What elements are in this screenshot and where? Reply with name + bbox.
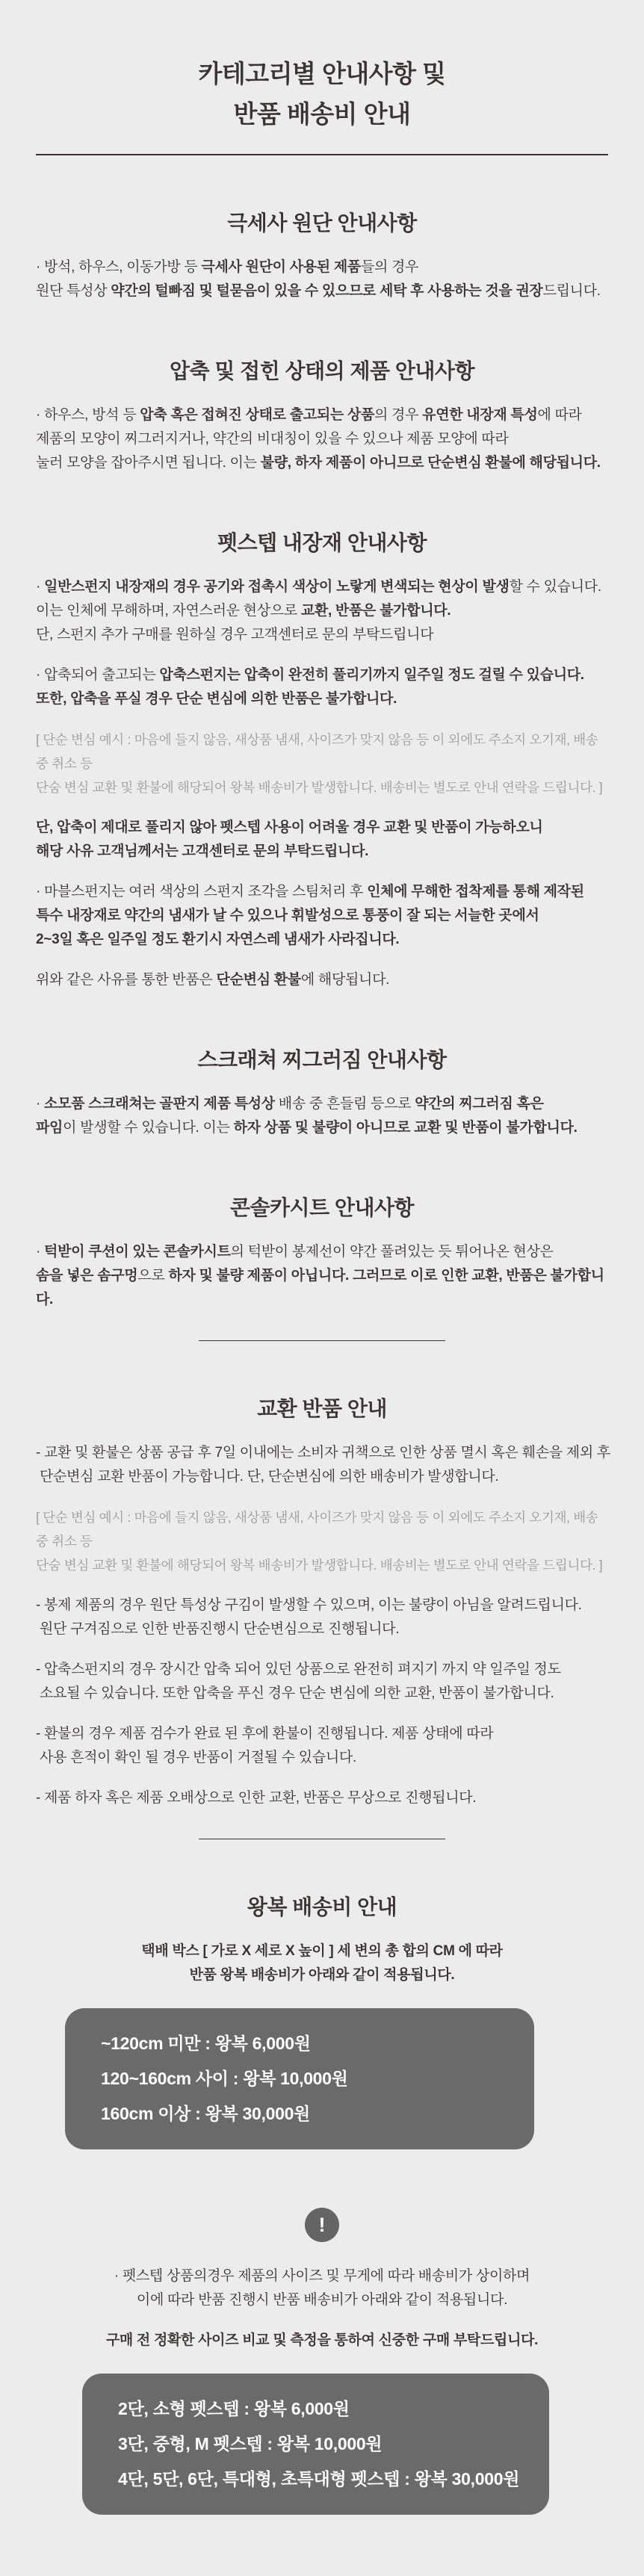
text-line xyxy=(36,279,611,303)
text-line xyxy=(36,1746,611,1770)
text-line xyxy=(36,1505,611,1553)
text-run: [ 단순 변심 예시 : 마음에 들지 않음, 새상품 냄새, 사이즈가 맞지 않음 등 이 외에도 주소지 오기재, 배송 중 취소 등 xyxy=(36,732,598,771)
text-run: 의 턱받이 봉제선이 약간 풀려있는 듯 튀어나온 현상은 xyxy=(230,1244,554,1260)
text-run: 일반스펀지 내장재의 경우 공기와 접촉시 색상이 노랗게 변색되는 현상이 발생 xyxy=(44,579,510,595)
section-divider xyxy=(199,1340,445,1341)
notice-paragraph xyxy=(36,1594,611,1641)
text-run: 이에 따라 반품 진행시 반품 배송비가 아래와 같이 적용됩니다. xyxy=(136,2292,508,2308)
text-run: 들의 경우 xyxy=(360,259,419,275)
price-line: 2단, 소형 펫스텝 : 왕복 6,000원 xyxy=(118,2399,350,2418)
text-run: - 봉제 제품의 경우 원단 특성상 구김이 발생할 수 있으며, 이는 불량이 아님을 알려드립니다. xyxy=(36,1597,582,1613)
notice-paragraph xyxy=(36,1092,611,1140)
text-run: 단순변심 교환 반품이 가능합니다. 단, 단순변심에 의한 배송비가 발생합니다. xyxy=(36,1469,499,1484)
notice-paragraph xyxy=(36,968,611,992)
text-run: · 하우스, 방석 등 xyxy=(36,407,140,423)
text-run: 에 해당됩니다. xyxy=(300,972,390,988)
notice-paragraph xyxy=(36,1658,611,1706)
text-line xyxy=(36,880,611,904)
price-line: 160cm 이상 : 왕복 30,000원 xyxy=(101,2104,310,2123)
text-line xyxy=(36,1594,611,1617)
text-line xyxy=(36,1682,611,1706)
text-run: · xyxy=(36,1096,45,1112)
exclamation-icon: ! xyxy=(305,2208,339,2242)
text-run: 약간의 찌그러짐 혹은 xyxy=(415,1096,544,1112)
text-run: 할 수 있습니다. xyxy=(509,579,601,595)
notice-paragraph xyxy=(0,2264,644,2312)
text-run: 압축스펀지는 압축이 완전히 풀리기까지 일주일 정도 걸릴 수 있습니다. xyxy=(159,667,584,683)
text-run: 불량, 하자 제품이 아니므로 단순변심 환불에 해당됩니다. xyxy=(260,455,601,471)
text-run: 소모품 스크래쳐는 골판지 제품 특성상 xyxy=(44,1096,279,1112)
page-title xyxy=(0,54,644,134)
scratcher-dent-notice: 스크래쳐 찌그러짐 안내사항 xyxy=(197,1048,447,1071)
text-line xyxy=(36,599,611,623)
notice-paragraph xyxy=(36,880,611,952)
text-line xyxy=(36,1722,611,1746)
notice-paragraph xyxy=(36,256,611,303)
text-line xyxy=(0,2288,644,2312)
text-run: · 마블스펀지는 여러 색상의 스펀지 조각을 스팀처리 후 xyxy=(36,884,368,900)
text-run: [ 단순 변심 예시 : 마음에 들지 않음, 새상품 냄새, 사이즈가 맞지 않음 등 이 외에도 주소지 오기재, 배송 중 취소 등 xyxy=(36,1510,598,1549)
text-run: 이 발생할 수 있습니다. 이는 xyxy=(63,1120,234,1136)
notice-paragraph xyxy=(36,1441,611,1489)
notice-paragraph xyxy=(36,1786,611,1810)
text-line xyxy=(36,728,611,775)
notice-paragraph xyxy=(36,403,611,475)
text-run: 파임 xyxy=(36,1120,64,1136)
microfiber-fabric-notice: 극세사 원단 안내사항 xyxy=(227,211,417,235)
text-run: - 압축스펀지의 경우 장시간 압축 되어 있던 상품으로 완전히 펴지기 까지 약 일주일 정도 xyxy=(36,1662,561,1677)
text-run: · 압축되어 출고되는 xyxy=(36,667,160,683)
text-line xyxy=(36,928,611,952)
text-run: 구매 전 정확한 사이즈 비교 및 측정을 통하여 신중한 구매 부탁드립니다. xyxy=(105,2332,539,2348)
console-car-seat-notice: 콘솔카시트 안내사항 xyxy=(229,1196,415,1219)
text-run: 하자 상품 및 불량이 아니므로 교환 및 반품이 불가합니다. xyxy=(233,1120,578,1136)
price-line: ~120cm 미만 : 왕복 6,000원 xyxy=(101,2034,311,2053)
text-run: 단순변심 환불 xyxy=(216,972,301,988)
text-line xyxy=(36,1264,611,1312)
text-run: 단, 압축이 제대로 풀리지 않아 펫스텝 사용이 어려울 경우 교환 및 반품이 가능하오니 xyxy=(36,820,543,835)
text-run: 약간의 털빠짐 및 털묻음이 있을 수 있으므로 세탁 후 사용하는 것을 권장 xyxy=(111,283,543,299)
text-run: · 펫스텝 상품의경우 제품의 사이즈 및 무게에 따라 배송비가 상이하며 xyxy=(114,2268,530,2284)
text-run: 으로 xyxy=(137,1268,169,1284)
compressed-folded-product-notice: 압축 및 접힌 상태의 제품 안내사항 xyxy=(169,359,475,383)
text-line xyxy=(36,840,611,864)
text-run: 에 따라 xyxy=(537,407,582,423)
text-run: 위와 같은 사유를 통한 반품은 xyxy=(36,972,217,988)
text-line xyxy=(36,1092,611,1116)
text-line xyxy=(36,1617,611,1641)
text-run: · xyxy=(36,579,45,595)
text-line xyxy=(36,575,611,599)
pet-step-shipping-fees xyxy=(82,2374,549,2515)
text-line xyxy=(0,2329,644,2353)
text-run: 원단 구겨짐으로 인한 반품진행시 단순변심으로 진행됩니다. xyxy=(36,1621,400,1637)
text-line xyxy=(36,623,611,647)
text-run: 제품의 모양이 찌그러지거나, 약간의 비대칭이 있을 수 있으나 제품 모양에 따라 xyxy=(36,431,509,447)
notice-paragraph xyxy=(36,575,611,647)
text-line xyxy=(36,1658,611,1682)
text-line xyxy=(36,775,611,799)
text-run: 드립니다. xyxy=(542,283,601,299)
text-line xyxy=(36,1786,611,1810)
notice-paragraph xyxy=(0,1939,644,1987)
page-title-line: 반품 배송비 안내 xyxy=(233,100,411,128)
text-line xyxy=(36,904,611,928)
text-run: - 제품 하자 혹은 제품 오배상으로 인한 교환, 반품은 무상으로 진행됩니다. xyxy=(36,1790,477,1806)
text-run: · xyxy=(36,1244,45,1260)
text-line xyxy=(0,1963,644,1987)
text-run: 단숨 변심 교환 및 환불에 해당되어 왕복 배송비가 발생합니다. 배송비는 별도로 안내 연락을 드립니다. ] xyxy=(36,780,603,795)
text-run: 2~3일 혹은 일주일 정도 환기시 자연스레 냄새가 사라집니다. xyxy=(36,932,400,947)
notice-paragraph xyxy=(36,1722,611,1770)
text-run: 솜을 넣은 솜구멍 xyxy=(36,1268,138,1284)
text-line xyxy=(36,687,611,711)
text-run: · 방석, 하우스, 이동가방 등 xyxy=(36,259,202,275)
text-run: 또한, 압축을 푸실 경우 단순 변심에 의한 반품은 불가합니다. xyxy=(36,691,397,707)
text-run: 의 경우 xyxy=(374,407,423,423)
exchange-return-guide: 교환 반품 안내 xyxy=(257,1397,387,1420)
text-run: 소요될 수 있습니다. 또한 압축을 푸신 경우 단순 변심에 의한 교환, 반품이 불가합니다. xyxy=(36,1685,554,1701)
price-line: 120~160cm 사이 : 왕복 10,000원 xyxy=(101,2069,348,2088)
section-divider xyxy=(36,154,608,155)
text-run: 원단 특성상 xyxy=(36,283,111,299)
notice-paragraph xyxy=(36,1240,611,1312)
price-line: 3단, 중형, M 펫스텝 : 왕복 10,000원 xyxy=(118,2434,383,2453)
text-line xyxy=(36,256,611,279)
text-run: 눌러 모양을 잡아주시면 됩니다. 이는 xyxy=(36,455,261,471)
text-run: - 교환 및 환불은 상품 공급 후 7일 이내에는 소비자 귀책으로 인한 상품 멸시 혹은 훼손을 제외 후 xyxy=(36,1445,610,1461)
text-line xyxy=(36,1441,611,1465)
text-run: 압축 혹은 접혀진 상태로 출고되는 상품 xyxy=(140,407,375,423)
text-run: 이는 인체에 무해하며, 자연스러운 현상으로 xyxy=(36,603,301,619)
text-line xyxy=(0,1939,644,1963)
text-run: - 환불의 경우 제품 검수가 완료 된 후에 환불이 진행됩니다. 제품 상태에 따라 xyxy=(36,1726,494,1741)
text-run: 교환, 반품은 불가합니다. xyxy=(300,603,451,619)
notice-note-paragraph xyxy=(36,728,611,799)
text-run: 하자 및 불량 제품이 아닙니다. 그러므로 이로 인한 교환, 반품은 불가합니다. xyxy=(36,1268,604,1307)
text-line xyxy=(36,663,611,687)
text-run: 단숨 변심 교환 및 환불에 해당되어 왕복 배송비가 발생합니다. 배송비는 별도로 안내 연락을 드립니다. ] xyxy=(36,1558,603,1573)
text-run: 유연한 내장재 특성 xyxy=(422,407,538,423)
text-line xyxy=(36,1553,611,1577)
text-run: 단, 스펀지 추가 구매를 원하실 경우 고객센터로 문의 부탁드립니다 xyxy=(36,627,434,643)
page-title-line: 카테고리별 안내사항 및 xyxy=(198,60,446,87)
notice-paragraph xyxy=(36,663,611,711)
text-run: 택배 박스 [ 가로 X 세로 X 높이 ] 세 변의 총 합의 CM 에 따라 xyxy=(141,1943,503,1959)
text-line xyxy=(0,2264,644,2288)
round-trip-shipping-guide: 왕복 배송비 안내 xyxy=(247,1895,397,1919)
text-run: 반품 왕복 배송비가 아래와 같이 적용됩니다. xyxy=(189,1967,455,1983)
text-run: 해당 사유 고객님께서는 고객센터로 문의 부탁드립니다. xyxy=(36,843,369,859)
text-line xyxy=(36,1240,611,1264)
text-line xyxy=(36,968,611,992)
text-run: 턱받이 쿠션이 있는 콘솔카시트 xyxy=(44,1244,231,1260)
notice-note-paragraph xyxy=(36,1505,611,1577)
pet-step-inner-material-notice: 펫스텝 내장재 안내사항 xyxy=(217,531,427,554)
text-line xyxy=(36,1116,611,1140)
text-line xyxy=(36,451,611,475)
text-line xyxy=(36,1465,611,1489)
text-line xyxy=(36,816,611,840)
text-run: 배송 중 흔들림 등으로 xyxy=(278,1096,415,1112)
text-line xyxy=(36,427,611,451)
price-line: 4단, 5단, 6단, 특대형, 초특대형 펫스텝 : 왕복 30,000원 xyxy=(118,2469,520,2489)
notice-paragraph xyxy=(36,816,611,864)
text-run: 극세사 원단이 사용된 제품 xyxy=(201,259,361,275)
text-run: 사용 흔적이 확인 될 경우 반품이 거절될 수 있습니다. xyxy=(36,1750,356,1765)
text-run: 인체에 무해한 접착제를 통해 제작된 xyxy=(367,884,584,900)
text-run: 특수 내장재로 약간의 냄새가 날 수 있으나 휘발성으로 통풍이 잘 되는 서늘한 곳에서 xyxy=(36,908,539,923)
notice-paragraph xyxy=(0,2329,644,2353)
text-line xyxy=(36,403,611,427)
box-size-shipping-fees xyxy=(65,2008,534,2149)
